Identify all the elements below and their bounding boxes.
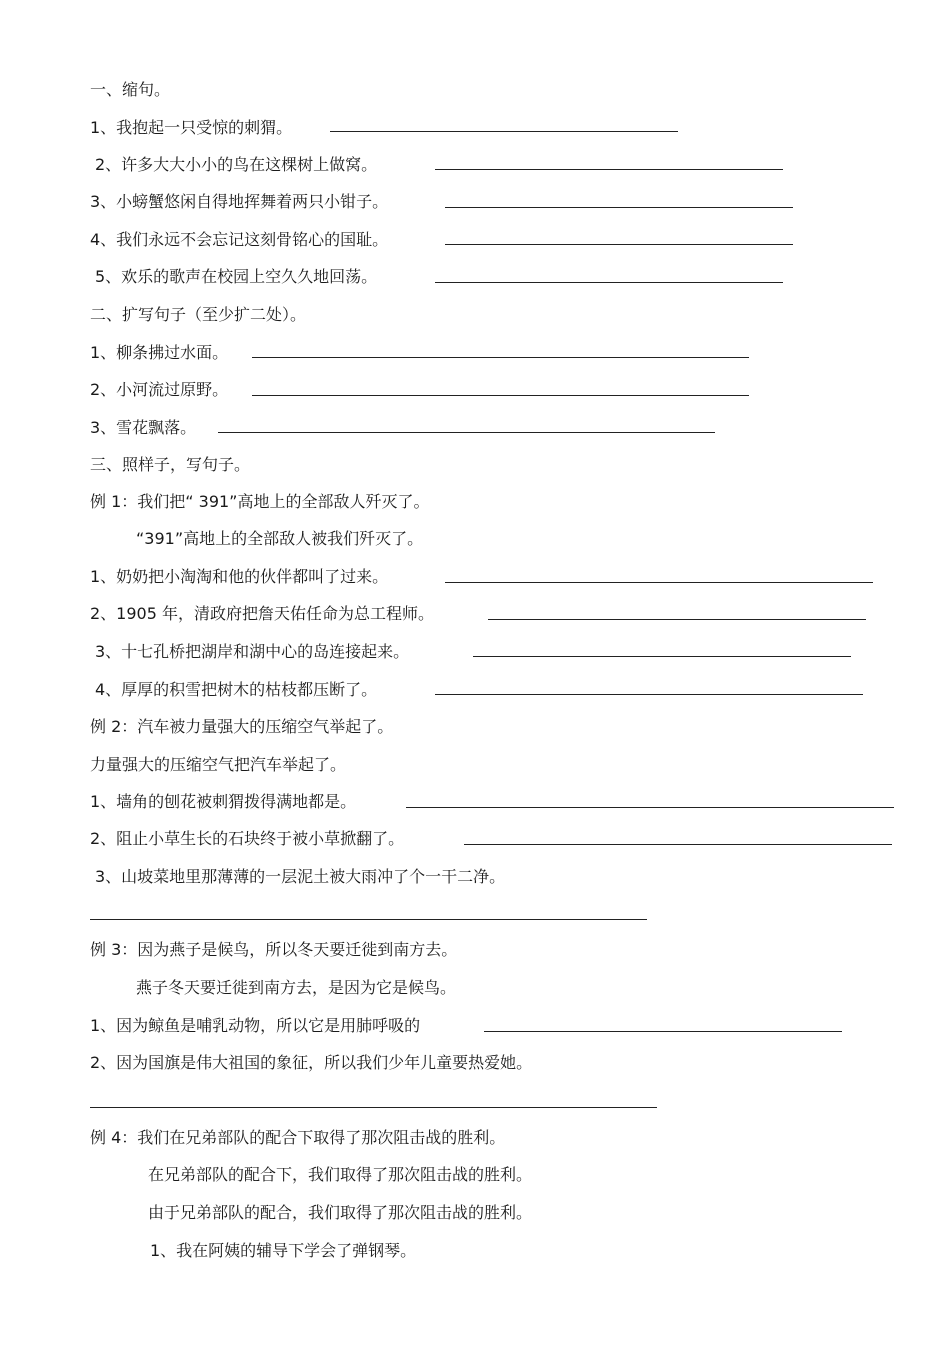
ex1-item-3: 3、十七孔桥把湖岸和湖中心的岛连接起来。 bbox=[95, 642, 410, 661]
ex2-item-2: 2、阻止小草生长的石块终于被小草掀翻了。 bbox=[90, 829, 405, 848]
s1-item-3: 3、小螃蟹悠闲自得地挥舞着两只小钳子。 bbox=[90, 192, 389, 211]
section3-heading: 三、照样子，写句子。 bbox=[90, 455, 251, 474]
ex3-answer-line-1[interactable] bbox=[484, 1031, 842, 1032]
ex3-item-2: 2、因为国旗是伟大祖国的象征，所以我们少年儿童要热爱她。 bbox=[90, 1053, 533, 1072]
example4-answer-2: 由于兄弟部队的配合，我们取得了那次阻击战的胜利。 bbox=[148, 1203, 533, 1222]
ex2-answer-line-1[interactable] bbox=[406, 807, 894, 808]
example2-label: 例 2：汽车被力量强大的压缩空气举起了。 bbox=[90, 717, 394, 736]
example4-label: 例 4：我们在兄弟部队的配合下取得了那次阻击战的胜利。 bbox=[90, 1128, 506, 1147]
s2-answer-line-3[interactable] bbox=[218, 432, 715, 433]
ex1-answer-line-2[interactable] bbox=[488, 619, 866, 620]
ex2-answer-line-3[interactable] bbox=[90, 919, 647, 920]
s1-item-5: 5、欢乐的歌声在校园上空久久地回荡。 bbox=[95, 267, 378, 286]
ex1-answer-line-1[interactable] bbox=[445, 582, 873, 583]
s1-item-2: 2、许多大大小小的鸟在这棵树上做窝。 bbox=[95, 155, 378, 174]
s2-item-3: 3、雪花飘落。 bbox=[90, 418, 197, 437]
ex2-item-3: 3、山坡菜地里那薄薄的一层泥土被大雨冲了个一干二净。 bbox=[95, 867, 506, 886]
section2-heading: 二、扩写句子（至少扩二处）。 bbox=[90, 305, 307, 324]
s1-answer-line-2[interactable] bbox=[435, 169, 783, 170]
s1-item-1: 1、我抱起一只受惊的刺猬。 bbox=[90, 118, 293, 137]
s2-item-2: 2、小河流过原野。 bbox=[90, 380, 229, 399]
ex1-item-1: 1、奶奶把小淘淘和他的伙伴都叫了过来。 bbox=[90, 567, 389, 586]
example2-answer: 力量强大的压缩空气把汽车举起了。 bbox=[90, 755, 347, 774]
ex1-item-4: 4、厚厚的积雪把树木的枯枝都压断了。 bbox=[95, 680, 378, 699]
ex2-answer-line-2[interactable] bbox=[464, 844, 892, 845]
example4-answer-1: 在兄弟部队的配合下，我们取得了那次阻击战的胜利。 bbox=[148, 1165, 533, 1184]
s2-item-1: 1、柳条拂过水面。 bbox=[90, 343, 229, 362]
example1-label: 例 1：我们把“ 391”高地上的全部敌人歼灭了。 bbox=[90, 492, 430, 511]
example1-answer: “391”高地上的全部敌人被我们歼灭了。 bbox=[136, 529, 424, 548]
section1-heading: 一、缩句。 bbox=[90, 80, 171, 99]
ex2-item-1: 1、墙角的刨花被刺猬拨得满地都是。 bbox=[90, 792, 357, 811]
s1-answer-line-4[interactable] bbox=[445, 244, 793, 245]
ex3-answer-line-2[interactable] bbox=[90, 1107, 657, 1108]
ex1-answer-line-3[interactable] bbox=[473, 656, 851, 657]
ex1-item-2: 2、1905 年，清政府把詹天佑任命为总工程师。 bbox=[90, 604, 434, 623]
s2-answer-line-2[interactable] bbox=[252, 395, 749, 396]
s1-item-4: 4、我们永远不会忘记这刻骨铭心的国耻。 bbox=[90, 230, 389, 249]
s1-answer-line-5[interactable] bbox=[435, 282, 783, 283]
s2-answer-line-1[interactable] bbox=[252, 357, 749, 358]
s1-answer-line-3[interactable] bbox=[445, 207, 793, 208]
example3-label: 例 3：因为燕子是候鸟，所以冬天要迁徙到南方去。 bbox=[90, 940, 458, 959]
ex1-answer-line-4[interactable] bbox=[435, 694, 863, 695]
s1-answer-line-1[interactable] bbox=[330, 131, 678, 132]
ex3-item-1: 1、因为鲸鱼是哺乳动物，所以它是用肺呼吸的 bbox=[90, 1016, 421, 1035]
ex4-item-1: 1、我在阿姨的辅导下学会了弹钢琴。 bbox=[150, 1241, 417, 1260]
example3-answer: 燕子冬天要迁徙到南方去，是因为它是候鸟。 bbox=[136, 978, 457, 997]
